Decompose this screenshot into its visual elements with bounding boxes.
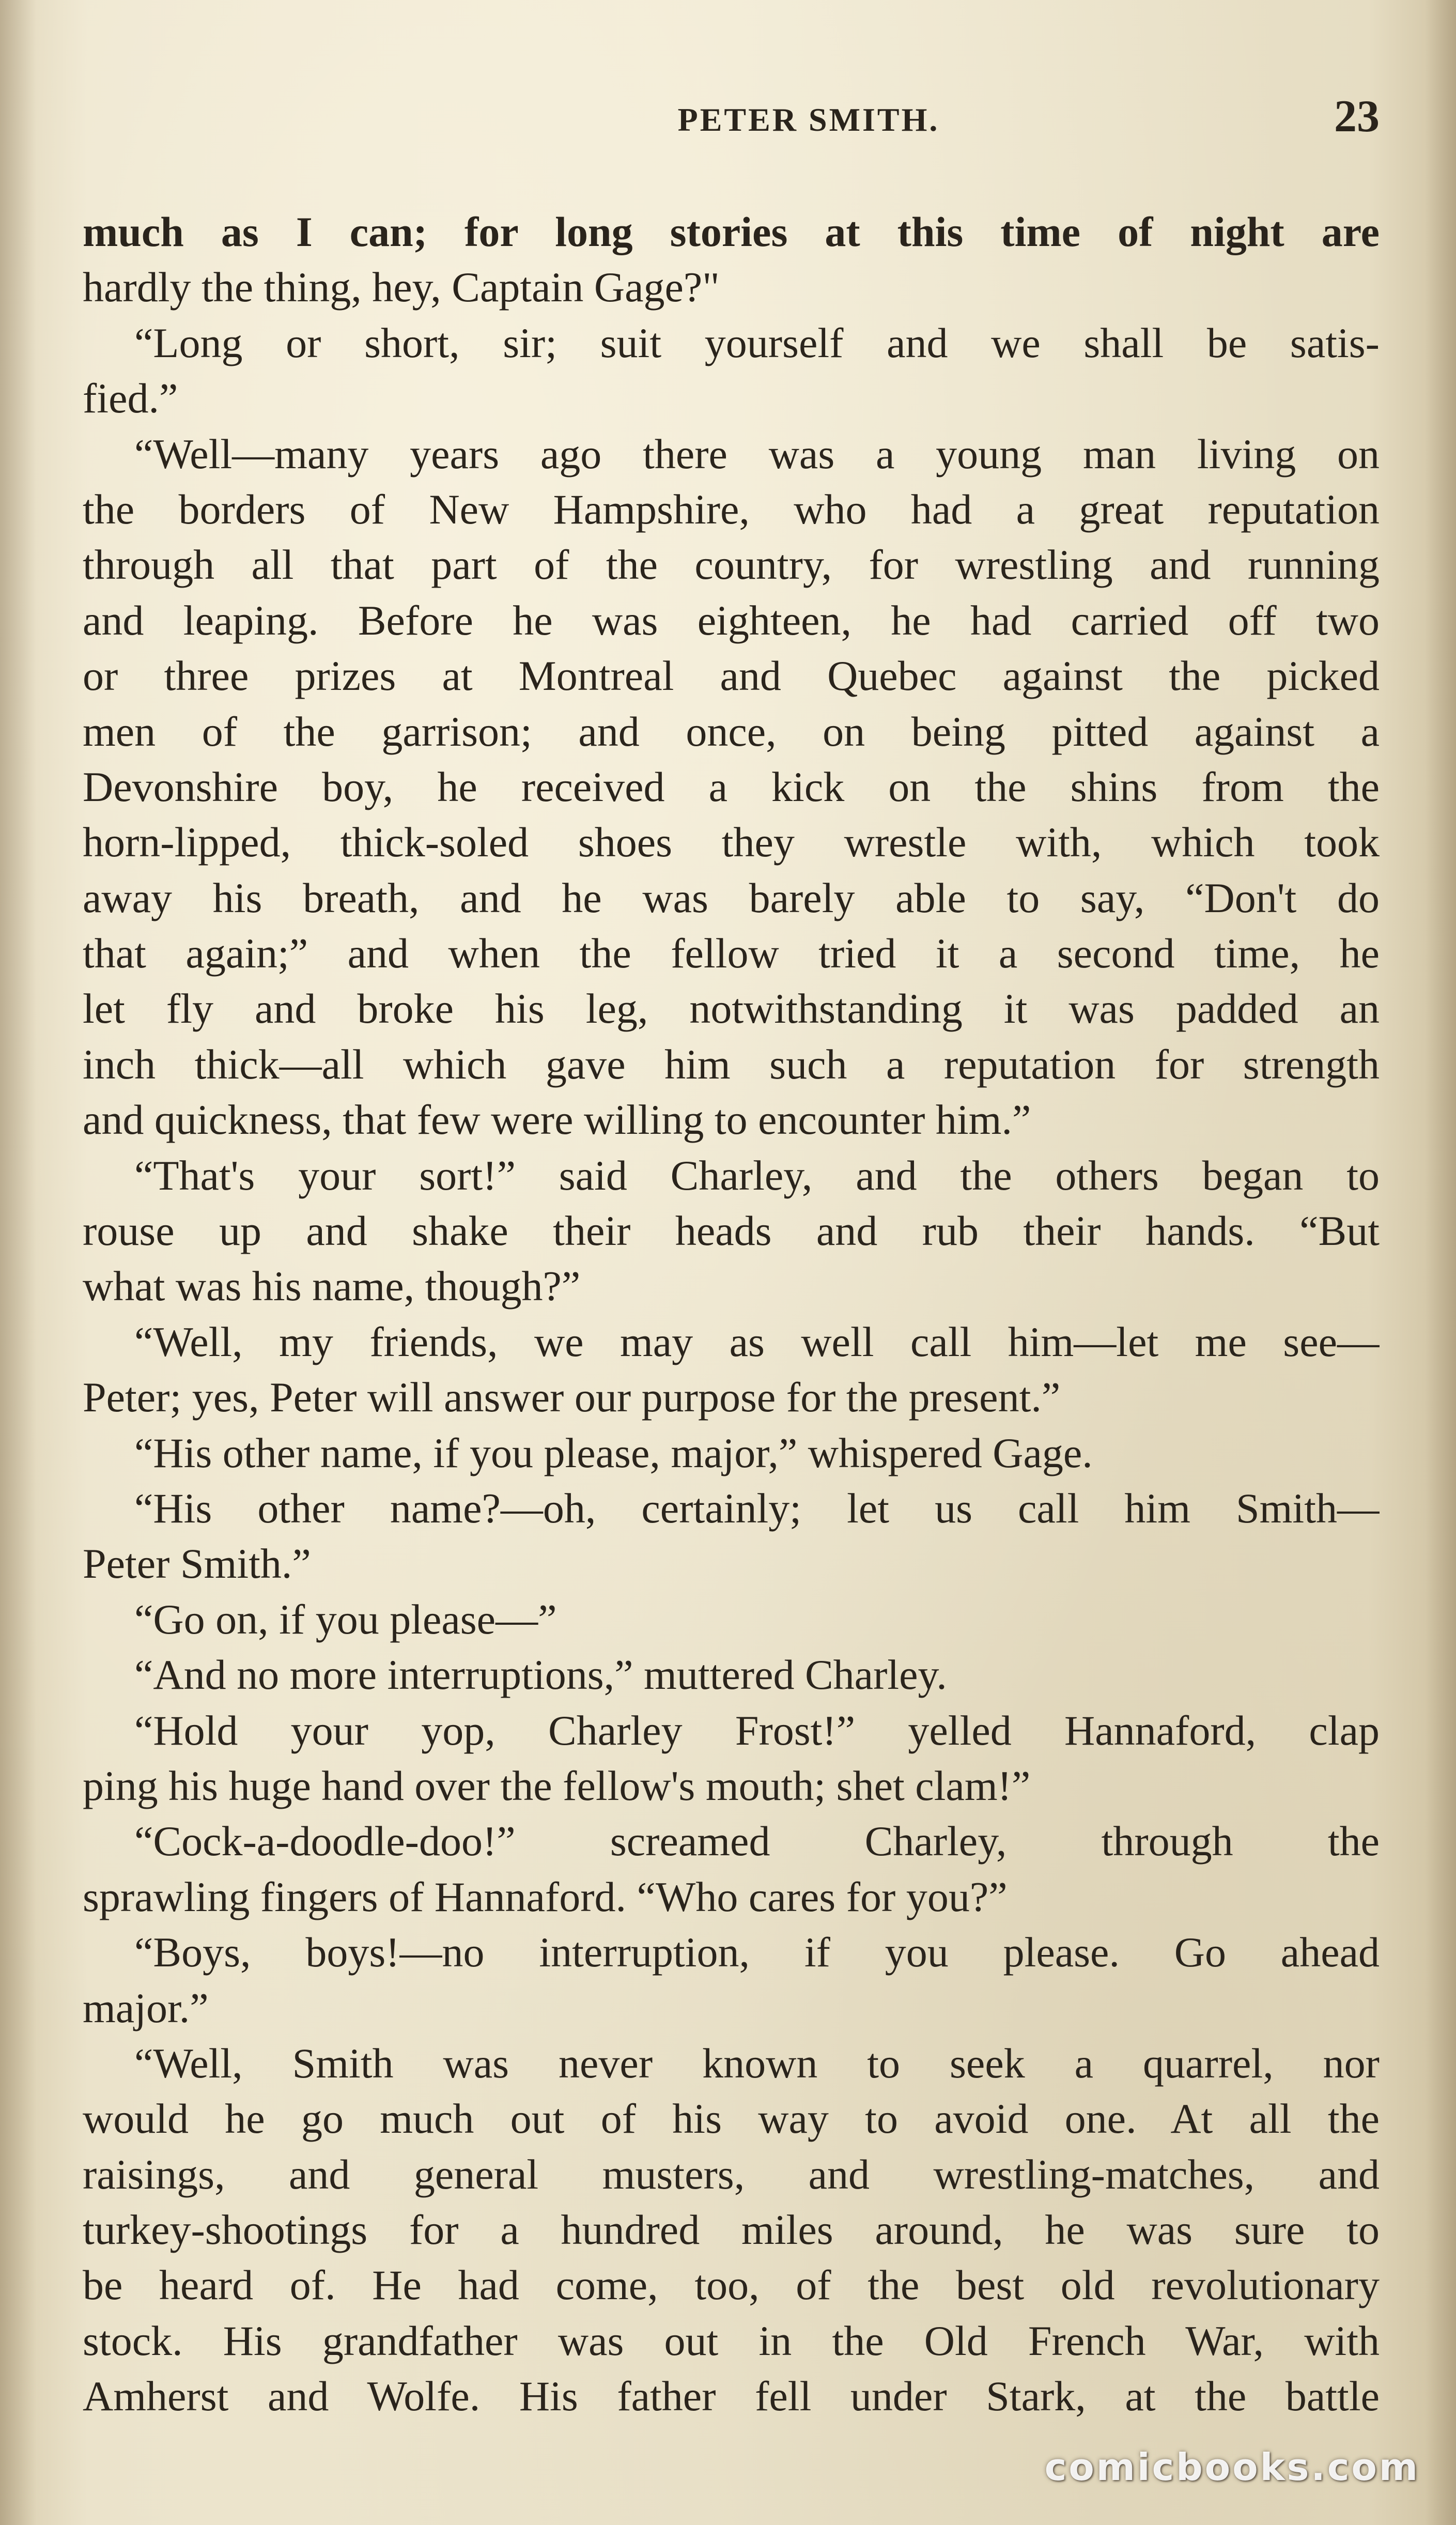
- text-line: Devonshire boy, he received a kick on the shins from the: [83, 763, 1380, 810]
- text-line: let fly and broke his leg, notwithstanding it was padded an: [83, 985, 1380, 1033]
- text-line: that again;” and when the fellow tried it a second time, he: [83, 930, 1380, 977]
- text-line: and leaping. Before he was eighteen, he had carried off two: [83, 596, 1380, 644]
- text-line: stock. His grandfather was out in the Old French War, with: [83, 2317, 1380, 2364]
- page-number: 23: [1334, 91, 1380, 142]
- body-text: [83, 204, 1380, 2424]
- text-line: much as I can; for long stories at this time of night are: [83, 208, 1380, 255]
- text-line: “That's your sort!” said Charley, and the others began to: [134, 1151, 1380, 1199]
- text-line: hardly the thing, hey, Captain Gage?": [83, 264, 720, 311]
- text-line: Peter Smith.”: [83, 1540, 311, 1588]
- text-line: rouse up and shake their heads and rub their hands. “But: [83, 1207, 1380, 1255]
- running-head: PETER SMITH.: [677, 101, 940, 138]
- text-line: men of the garrison; and once, on being pitted against a: [83, 707, 1380, 755]
- text-line: would he go much out of his way to avoid one. At all the: [83, 2095, 1380, 2143]
- text-line: the borders of New Hampshire, who had a great reputation: [83, 485, 1380, 533]
- text-line: ping his huge hand over the fellow's mouth; shet clam!”: [83, 1762, 1031, 1809]
- text-line: fied.”: [83, 375, 178, 422]
- page-edge-shadow-left: [0, 0, 36, 2525]
- text-line: turkey-shootings for a hundred miles around, he was sure to: [83, 2206, 1380, 2254]
- text-line: through all that part of the country, for wrestling and running: [83, 541, 1380, 589]
- text-line: “His other name, if you please, major,” whispered Gage.: [134, 1429, 1093, 1476]
- text-line: horn-lipped, thick-soled shoes they wrestle with, which took: [83, 819, 1380, 866]
- text-line: inch thick—all which gave him such a reputation for strength: [83, 1040, 1380, 1088]
- watermark: comicbooks.com: [1044, 2445, 1420, 2489]
- text-line: be heard of. He had come, too, of the best old revolutionary: [83, 2261, 1380, 2309]
- text-line: raisings, and general musters, and wrestling-matches, and: [83, 2150, 1380, 2198]
- text-line: or three prizes at Montreal and Quebec against the picked: [83, 652, 1380, 700]
- text-line: Amherst and Wolfe. His father fell under Stark, at the battle: [83, 2373, 1380, 2420]
- page-header: [83, 90, 1380, 152]
- text-line: and quickness, that few were willing to encounter him.”: [83, 1096, 1031, 1144]
- page-edge-shadow-right: [1425, 0, 1456, 2525]
- text-line: “Cock-a-doodle-doo!” screamed Charley, through the: [134, 1818, 1380, 1865]
- text-line: “Long or short, sir; suit yourself and we shall be satis-: [134, 319, 1380, 366]
- text-line: “His other name?—oh, certainly; let us call him Smith—: [134, 1484, 1380, 1532]
- text-line: sprawling fingers of Hannaford. “Who cares for you?”: [83, 1873, 1008, 1920]
- text-line: major.”: [83, 1984, 209, 2031]
- text-line: “Well—many years ago there was a young man living on: [134, 430, 1380, 478]
- text-line: away his breath, and he was barely able to say, “Don't do: [83, 874, 1380, 921]
- text-line: “And no more interruptions,” muttered Charley.: [134, 1651, 947, 1699]
- text-line: “Well, my friends, we may as well call him—let me see—: [134, 1318, 1380, 1365]
- text-line: Peter; yes, Peter will answer our purpose for the present.”: [83, 1374, 1061, 1421]
- text-line: “Hold your yop, Charley Frost!” yelled Hannaford, clap: [134, 1706, 1380, 1754]
- text-line: “Boys, boys!—no interruption, if you please. Go ahead: [134, 1929, 1380, 1976]
- text-line: “Go on, if you please—”: [134, 1595, 557, 1643]
- text-line: what was his name, though?”: [83, 1262, 581, 1310]
- text-line: “Well, Smith was never known to seek a quarrel, nor: [134, 2039, 1380, 2087]
